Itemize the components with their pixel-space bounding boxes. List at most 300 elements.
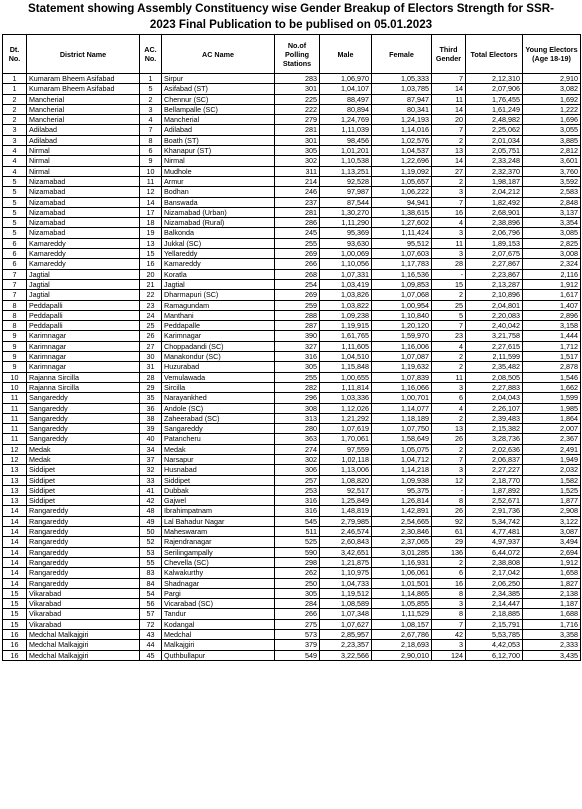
cell-total-electors: 2,05,751 <box>466 146 523 156</box>
table-row <box>3 115 581 125</box>
cell-third-gender: 3 <box>432 228 466 238</box>
cell-ac-name: Gajwel <box>162 496 275 506</box>
cell-ac-name: Narsapur <box>162 454 275 464</box>
cell-male: 97,987 <box>320 187 372 197</box>
cell-female: 2,90,010 <box>372 650 432 660</box>
cell-district-name: Peddapalli <box>27 321 140 331</box>
cell-third-gender: 2 <box>432 557 466 567</box>
cell-polling-stations: 287 <box>275 321 320 331</box>
table-row <box>3 537 581 547</box>
table-row <box>3 454 581 464</box>
cell-dt-no: 14 <box>3 578 27 588</box>
table-body <box>3 74 581 661</box>
cell-young-electors: 1,949 <box>523 454 581 464</box>
cell-ac-name: Mudhole <box>162 166 275 176</box>
cell-male: 1,24,769 <box>320 115 372 125</box>
cell-district-name: Vikarabad <box>27 609 140 619</box>
table-row <box>3 465 581 475</box>
cell-district-name: Peddapalli <box>27 310 140 320</box>
cell-polling-stations: 255 <box>275 372 320 382</box>
cell-third-gender: 29 <box>432 537 466 547</box>
cell-male: 1,10,975 <box>320 568 372 578</box>
cell-female: 1,07,603 <box>372 249 432 259</box>
title-line-2: 2023 Final Publication to be publised on 05.01.2023 <box>149 18 433 31</box>
cell-male: 93,630 <box>320 238 372 248</box>
cell-female: 95,512 <box>372 238 432 248</box>
cell-third-gender: 27 <box>432 166 466 176</box>
cell-ac-name: Quthbullapur <box>162 650 275 660</box>
cell-ac-name: Koratla <box>162 269 275 279</box>
cell-dt-no: 11 <box>3 393 27 403</box>
cell-ac-no: 4 <box>140 115 162 125</box>
cell-dt-no: 2 <box>3 104 27 114</box>
electors-table <box>2 34 581 661</box>
cell-young-electors: 3,087 <box>523 527 581 537</box>
table-row <box>3 650 581 660</box>
cell-third-gender: 11 <box>432 372 466 382</box>
cell-total-electors: 2,27,867 <box>466 259 523 269</box>
cell-ac-no: 9 <box>140 156 162 166</box>
cell-male: 92,528 <box>320 176 372 186</box>
cell-dt-no: 6 <box>3 259 27 269</box>
cell-total-electors: 1,82,492 <box>466 197 523 207</box>
cell-dt-no: 7 <box>3 290 27 300</box>
cell-male: 88,497 <box>320 94 372 104</box>
cell-ac-name: Choppadandi (SC) <box>162 341 275 351</box>
table-row <box>3 372 581 382</box>
cell-polling-stations: 327 <box>275 341 320 351</box>
cell-male: 1,13,251 <box>320 166 372 176</box>
cell-female: 1,22,696 <box>372 156 432 166</box>
cell-ac-no: 52 <box>140 537 162 547</box>
cell-total-electors: 2,27,883 <box>466 382 523 392</box>
cell-female: 1,59,970 <box>372 331 432 341</box>
cell-young-electors: 1,407 <box>523 300 581 310</box>
cell-third-gender: 8 <box>432 588 466 598</box>
cell-young-electors: 1,688 <box>523 609 581 619</box>
cell-young-electors: 2,324 <box>523 259 581 269</box>
cell-dt-no: 10 <box>3 382 27 392</box>
cell-dt-no: 7 <box>3 269 27 279</box>
cell-female: 95,375 <box>372 485 432 495</box>
cell-third-gender: 3 <box>432 187 466 197</box>
cell-district-name: Kamareddy <box>27 259 140 269</box>
cell-dt-no: 13 <box>3 475 27 485</box>
cell-total-electors: 1,61,249 <box>466 104 523 114</box>
cell-female: 1,08,157 <box>372 619 432 629</box>
table-row <box>3 496 581 506</box>
cell-female: 1,07,068 <box>372 290 432 300</box>
cell-polling-stations: 279 <box>275 115 320 125</box>
cell-ac-no: 48 <box>140 506 162 516</box>
cell-young-electors: 1,985 <box>523 403 581 413</box>
cell-female: 1,17,783 <box>372 259 432 269</box>
cell-total-electors: 2,52,671 <box>466 496 523 506</box>
cell-ac-no: 41 <box>140 485 162 495</box>
cell-third-gender: 4 <box>432 403 466 413</box>
cell-young-electors: 1,662 <box>523 382 581 392</box>
cell-female: 2,54,665 <box>372 516 432 526</box>
cell-third-gender: 12 <box>432 475 466 485</box>
cell-ac-no: 16 <box>140 259 162 269</box>
cell-female: 1,42,891 <box>372 506 432 516</box>
cell-district-name: Nizamabad <box>27 207 140 217</box>
cell-district-name: Medchal Malkajgiri <box>27 640 140 650</box>
cell-female: 1,16,006 <box>372 341 432 351</box>
cell-district-name: Kamareddy <box>27 249 140 259</box>
cell-district-name: Mancherial <box>27 104 140 114</box>
table-row <box>3 249 581 259</box>
cell-total-electors: 5,53,785 <box>466 630 523 640</box>
cell-dt-no: 2 <box>3 94 27 104</box>
cell-ac-name: Tandur <box>162 609 275 619</box>
cell-total-electors: 3,28,736 <box>466 434 523 444</box>
cell-ac-no: 36 <box>140 403 162 413</box>
cell-district-name: Rangareddy <box>27 578 140 588</box>
cell-male: 1,25,849 <box>320 496 372 506</box>
header-polling-stations: No.of Polling Stations <box>275 35 320 74</box>
cell-young-electors: 1,877 <box>523 496 581 506</box>
cell-polling-stations: 308 <box>275 403 320 413</box>
cell-district-name: Karimnagar <box>27 352 140 362</box>
cell-young-electors: 2,116 <box>523 269 581 279</box>
cell-third-gender: 14 <box>432 84 466 94</box>
cell-young-electors: 1,716 <box>523 619 581 629</box>
cell-total-electors: 2,02,636 <box>466 444 523 454</box>
header-female: Female <box>372 35 432 74</box>
title-line-1: Statement showing Assembly Constituency wise Gender Breakup of Electors Strength for SSR- <box>28 2 554 15</box>
cell-male: 1,09,238 <box>320 310 372 320</box>
table-row <box>3 197 581 207</box>
cell-male: 1,07,627 <box>320 619 372 629</box>
table-row <box>3 609 581 619</box>
cell-young-electors: 1,696 <box>523 115 581 125</box>
cell-young-electors: 2,848 <box>523 197 581 207</box>
cell-polling-stations: 246 <box>275 187 320 197</box>
cell-male: 1,07,619 <box>320 424 372 434</box>
cell-polling-stations: 284 <box>275 599 320 609</box>
cell-dt-no: 8 <box>3 310 27 320</box>
cell-district-name: Sangareddy <box>27 413 140 423</box>
cell-male: 1,11,814 <box>320 382 372 392</box>
cell-polling-stations: 254 <box>275 279 320 289</box>
cell-ac-name: Balkonda <box>162 228 275 238</box>
cell-ac-no: 21 <box>140 279 162 289</box>
cell-young-electors: 3,085 <box>523 228 581 238</box>
cell-dt-no: 14 <box>3 527 27 537</box>
cell-ac-no: 72 <box>140 619 162 629</box>
cell-district-name: Vikarabad <box>27 619 140 629</box>
cell-total-electors: 2,15,791 <box>466 619 523 629</box>
cell-ac-no: 27 <box>140 341 162 351</box>
cell-male: 1,04,107 <box>320 84 372 94</box>
cell-ac-name: Kodangal <box>162 619 275 629</box>
cell-dt-no: 5 <box>3 187 27 197</box>
table-row <box>3 94 581 104</box>
cell-female: 1,14,865 <box>372 588 432 598</box>
cell-polling-stations: 245 <box>275 228 320 238</box>
cell-young-electors: 2,007 <box>523 424 581 434</box>
cell-dt-no: 5 <box>3 218 27 228</box>
cell-total-electors: 2,18,770 <box>466 475 523 485</box>
cell-polling-stations: 225 <box>275 94 320 104</box>
header-total-electors: Total Electors <box>466 35 523 74</box>
cell-female: 1,18,189 <box>372 413 432 423</box>
cell-male: 1,13,006 <box>320 465 372 475</box>
cell-young-electors: 1,187 <box>523 599 581 609</box>
cell-dt-no: 12 <box>3 454 27 464</box>
cell-female: 1,04,712 <box>372 454 432 464</box>
cell-young-electors: 2,491 <box>523 444 581 454</box>
cell-dt-no: 11 <box>3 403 27 413</box>
cell-ac-name: Peddapalle <box>162 321 275 331</box>
cell-ac-name: Sircilla <box>162 382 275 392</box>
cell-polling-stations: 590 <box>275 547 320 557</box>
cell-third-gender: 15 <box>432 279 466 289</box>
cell-district-name: Nirmal <box>27 156 140 166</box>
cell-ac-no: 83 <box>140 568 162 578</box>
cell-polling-stations: 390 <box>275 331 320 341</box>
cell-polling-stations: 305 <box>275 362 320 372</box>
cell-district-name: Kamareddy <box>27 238 140 248</box>
cell-ac-no: 40 <box>140 434 162 444</box>
cell-total-electors: 2,12,310 <box>466 74 523 84</box>
table-row <box>3 547 581 557</box>
cell-young-electors: 3,592 <box>523 176 581 186</box>
cell-total-electors: 2,06,796 <box>466 228 523 238</box>
cell-total-electors: 2,04,801 <box>466 300 523 310</box>
cell-total-electors: 2,13,287 <box>466 279 523 289</box>
cell-female: 1,11,424 <box>372 228 432 238</box>
cell-total-electors: 2,38,896 <box>466 218 523 228</box>
cell-young-electors: 3,885 <box>523 135 581 145</box>
cell-dt-no: 14 <box>3 557 27 567</box>
cell-female: 1,10,840 <box>372 310 432 320</box>
cell-polling-stations: 511 <box>275 527 320 537</box>
cell-female: 1,14,218 <box>372 465 432 475</box>
cell-district-name: Nizamabad <box>27 187 140 197</box>
cell-female: 1,58,649 <box>372 434 432 444</box>
cell-ac-no: 14 <box>140 197 162 207</box>
cell-polling-stations: 311 <box>275 166 320 176</box>
cell-ac-name: Huzurabad <box>162 362 275 372</box>
cell-female: 2,37,065 <box>372 537 432 547</box>
cell-male: 1,04,510 <box>320 352 372 362</box>
cell-female: 1,00,701 <box>372 393 432 403</box>
cell-ac-name: Sangareddy <box>162 424 275 434</box>
cell-ac-name: Vicarabad (SC) <box>162 599 275 609</box>
cell-dt-no: 5 <box>3 228 27 238</box>
cell-ac-no: 38 <box>140 413 162 423</box>
cell-male: 2,23,357 <box>320 640 372 650</box>
cell-third-gender: 4 <box>432 341 466 351</box>
cell-ac-name: Narayankhed <box>162 393 275 403</box>
cell-female: 1,07,750 <box>372 424 432 434</box>
table-row <box>3 207 581 217</box>
cell-district-name: Sangareddy <box>27 403 140 413</box>
cell-polling-stations: 288 <box>275 310 320 320</box>
cell-district-name: Jagtial <box>27 290 140 300</box>
cell-young-electors: 2,583 <box>523 187 581 197</box>
cell-polling-stations: 301 <box>275 84 320 94</box>
cell-district-name: Rangareddy <box>27 537 140 547</box>
cell-total-electors: 2,15,382 <box>466 424 523 434</box>
table-row <box>3 578 581 588</box>
cell-male: 1,01,201 <box>320 146 372 156</box>
cell-dt-no: 14 <box>3 516 27 526</box>
header-third-gender: Third Gender <box>432 35 466 74</box>
cell-dt-no: 11 <box>3 434 27 444</box>
cell-polling-stations: 298 <box>275 557 320 567</box>
cell-female: 3,01,285 <box>372 547 432 557</box>
cell-total-electors: 1,76,455 <box>466 94 523 104</box>
cell-third-gender: 124 <box>432 650 466 660</box>
cell-district-name: Rangareddy <box>27 568 140 578</box>
table-row <box>3 568 581 578</box>
cell-district-name: Rangareddy <box>27 506 140 516</box>
cell-total-electors: 2,68,901 <box>466 207 523 217</box>
cell-district-name: Medchal Malkajgiri <box>27 650 140 660</box>
cell-third-gender: 16 <box>432 578 466 588</box>
cell-young-electors: 3,055 <box>523 125 581 135</box>
cell-total-electors: 1,98,187 <box>466 176 523 186</box>
cell-ac-no: 37 <box>140 454 162 464</box>
cell-total-electors: 2,08,505 <box>466 372 523 382</box>
cell-total-electors: 2,48,982 <box>466 115 523 125</box>
cell-third-gender: 2 <box>432 290 466 300</box>
cell-dt-no: 4 <box>3 146 27 156</box>
cell-female: 1,20,120 <box>372 321 432 331</box>
cell-third-gender: 11 <box>432 94 466 104</box>
cell-ac-no: 50 <box>140 527 162 537</box>
cell-polling-stations: 363 <box>275 434 320 444</box>
table-row <box>3 362 581 372</box>
cell-male: 1,00,069 <box>320 249 372 259</box>
cell-third-gender: 7 <box>432 454 466 464</box>
cell-third-gender: 7 <box>432 197 466 207</box>
cell-dt-no: 13 <box>3 496 27 506</box>
cell-young-electors: 3,122 <box>523 516 581 526</box>
cell-third-gender: 23 <box>432 331 466 341</box>
cell-young-electors: 1,864 <box>523 413 581 423</box>
cell-total-electors: 1,87,892 <box>466 485 523 495</box>
cell-total-electors: 2,27,227 <box>466 465 523 475</box>
cell-ac-name: Lal Bahadur Nagar <box>162 516 275 526</box>
cell-polling-stations: 306 <box>275 465 320 475</box>
cell-ac-name: Manakondur (SC) <box>162 352 275 362</box>
cell-district-name: Medak <box>27 454 140 464</box>
cell-polling-stations: 269 <box>275 249 320 259</box>
cell-female: 1,14,077 <box>372 403 432 413</box>
cell-ac-name: Serilingampally <box>162 547 275 557</box>
table-row <box>3 527 581 537</box>
cell-district-name: Sangareddy <box>27 434 140 444</box>
cell-district-name: Medak <box>27 444 140 454</box>
cell-young-electors: 3,358 <box>523 630 581 640</box>
cell-polling-stations: 250 <box>275 578 320 588</box>
cell-third-gender: 2 <box>432 352 466 362</box>
cell-ac-name: Nirmal <box>162 156 275 166</box>
cell-third-gender: 7 <box>432 125 466 135</box>
cell-ac-name: Mancherial <box>162 115 275 125</box>
cell-ac-no: 54 <box>140 588 162 598</box>
table-row <box>3 557 581 567</box>
table-row <box>3 74 581 84</box>
cell-third-gender: 2 <box>432 362 466 372</box>
cell-male: 1,19,915 <box>320 321 372 331</box>
cell-ac-name: Nizamabad (Urban) <box>162 207 275 217</box>
cell-dt-no: 8 <box>3 300 27 310</box>
cell-female: 1,16,536 <box>372 269 432 279</box>
table-row <box>3 310 581 320</box>
cell-district-name: Siddipet <box>27 465 140 475</box>
cell-dt-no: 13 <box>3 485 27 495</box>
cell-ac-name: Manthani <box>162 310 275 320</box>
cell-total-electors: 4,97,937 <box>466 537 523 547</box>
cell-district-name: Vikarabad <box>27 599 140 609</box>
cell-district-name: Siddipet <box>27 475 140 485</box>
cell-total-electors: 2,10,896 <box>466 290 523 300</box>
cell-district-name: Sangareddy <box>27 424 140 434</box>
table-row <box>3 187 581 197</box>
cell-male: 1,15,848 <box>320 362 372 372</box>
table-row <box>3 104 581 114</box>
cell-total-electors: 2,20,083 <box>466 310 523 320</box>
cell-female: 94,941 <box>372 197 432 207</box>
cell-total-electors: 6,12,700 <box>466 650 523 660</box>
table-row <box>3 290 581 300</box>
cell-third-gender: 61 <box>432 527 466 537</box>
cell-male: 1,04,733 <box>320 578 372 588</box>
cell-polling-stations: 259 <box>275 300 320 310</box>
cell-ac-no: 43 <box>140 630 162 640</box>
cell-ac-no: 39 <box>140 424 162 434</box>
cell-female: 1,07,087 <box>372 352 432 362</box>
cell-third-gender: 3 <box>432 599 466 609</box>
cell-dt-no: 9 <box>3 352 27 362</box>
cell-third-gender: 4 <box>432 218 466 228</box>
cell-polling-stations: 286 <box>275 218 320 228</box>
cell-female: 1,19,632 <box>372 362 432 372</box>
cell-third-gender: 25 <box>432 300 466 310</box>
cell-male: 3,22,566 <box>320 650 372 660</box>
cell-district-name: Adilabad <box>27 135 140 145</box>
table-row <box>3 393 581 403</box>
cell-ac-no: 12 <box>140 187 162 197</box>
cell-dt-no: 15 <box>3 599 27 609</box>
cell-dt-no: 15 <box>3 609 27 619</box>
cell-female: 87,947 <box>372 94 432 104</box>
cell-female: 80,341 <box>372 104 432 114</box>
cell-ac-no: 15 <box>140 249 162 259</box>
cell-ac-name: Patancheru <box>162 434 275 444</box>
cell-ac-no: 25 <box>140 321 162 331</box>
cell-ac-no: 6 <box>140 146 162 156</box>
cell-ac-no: 1 <box>140 74 162 84</box>
cell-total-electors: 2,38,808 <box>466 557 523 567</box>
cell-dt-no: 6 <box>3 249 27 259</box>
cell-ac-no: 29 <box>140 382 162 392</box>
cell-female: 1,16,066 <box>372 382 432 392</box>
table-row <box>3 125 581 135</box>
cell-polling-stations: 237 <box>275 197 320 207</box>
cell-ac-name: Andole (SC) <box>162 403 275 413</box>
cell-third-gender: 20 <box>432 115 466 125</box>
cell-male: 1,21,875 <box>320 557 372 567</box>
table-row <box>3 352 581 362</box>
cell-male: 1,03,419 <box>320 279 372 289</box>
cell-male: 1,12,026 <box>320 403 372 413</box>
